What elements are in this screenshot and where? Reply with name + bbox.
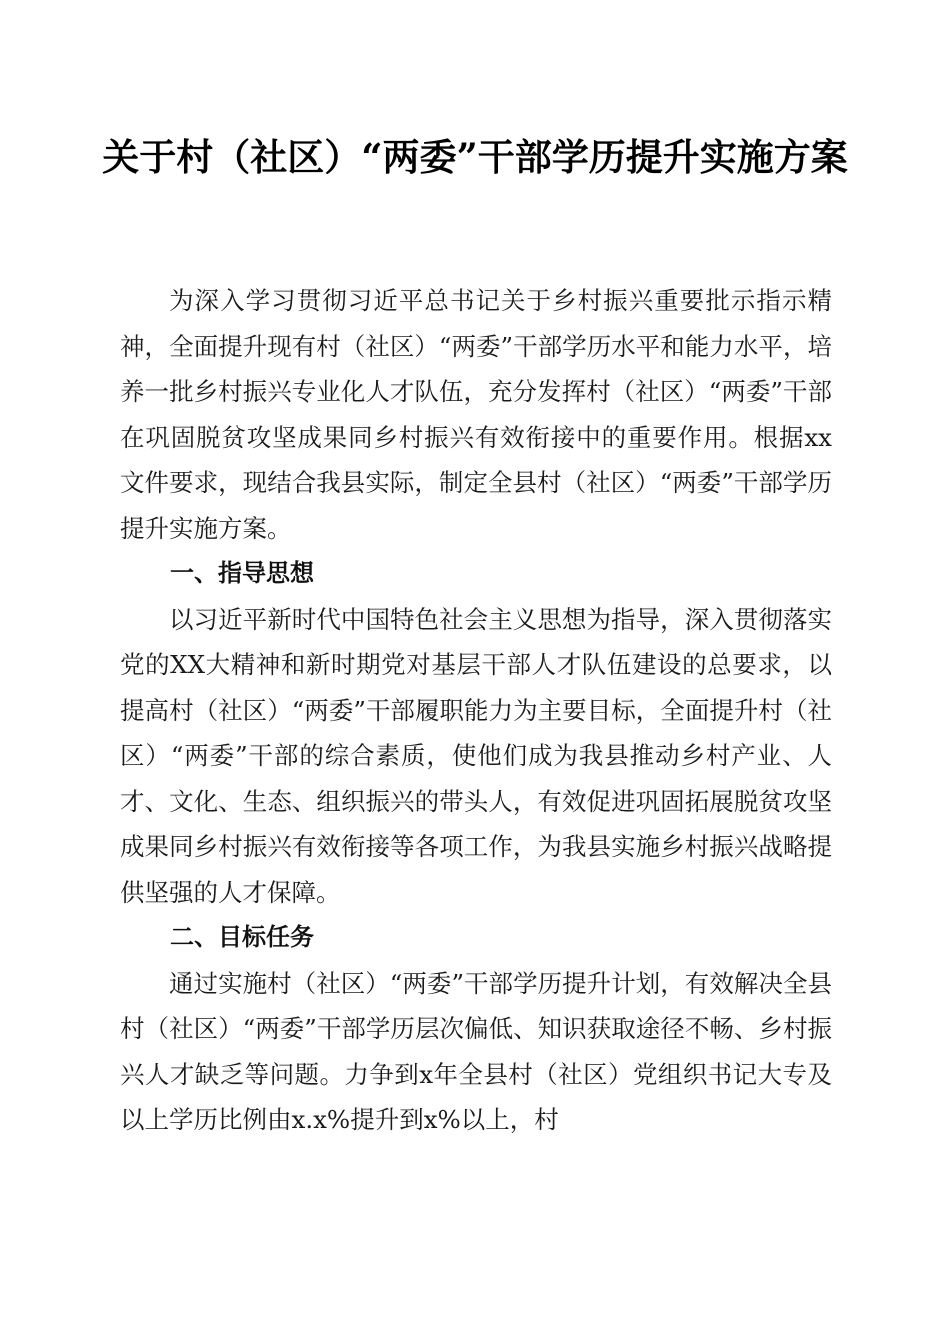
document-title: 关于村（社区）“两委”干部学历提升实施方案 <box>102 135 848 179</box>
section-paragraph-guiding-ideology: 以习近平新时代中国特色社会主义思想为指导，深入贯彻落实党的XX大精神和新时期党对基层干部人才队伍建设的总要求，以提高村（社区）“两委”干部履职能力为主要目标，全面提升村（社区）“两委”干部的综合素质，使他们成为我县推动乡村产业、人才、文化、生态、组织振兴的带头人，有效促进巩固拓展脱贫攻坚成果同乡村振兴有效衔接等各项工作，为我县实施乡村振兴战略提供坚强的人才保障。 <box>120 604 832 907</box>
section-heading-guiding-ideology: 一、指导思想 <box>170 559 314 587</box>
intro-paragraph: 为深入学习贯彻习近平总书记关于乡村振兴重要批示指示精神，全面提升现有村（社区）“两委”干部学历水平和能力水平，培养一批乡村振兴专业化人才队伍，充分发挥村（社区）“两委”干部在巩固脱贫攻坚成果同乡村振兴有效衔接中的重要作用。根据xx文件要求，现结合我县实际，制定全县村（社区）“两委”干部学历提升实施方案。 <box>120 286 832 543</box>
document-body <box>120 278 832 1143</box>
section-heading-goals-tasks: 二、目标任务 <box>170 923 314 951</box>
section-paragraph-goals-tasks: 通过实施村（社区）“两委”干部学历提升计划，有效解决全县村（社区）“两委”干部学历层次偏低、知识获取途径不畅、乡村振兴人才缺乏等问题。力争到x年全县村（社区）党组织书记大专及以上学历比例由x.x%提升到x%以上，村 <box>120 968 832 1134</box>
